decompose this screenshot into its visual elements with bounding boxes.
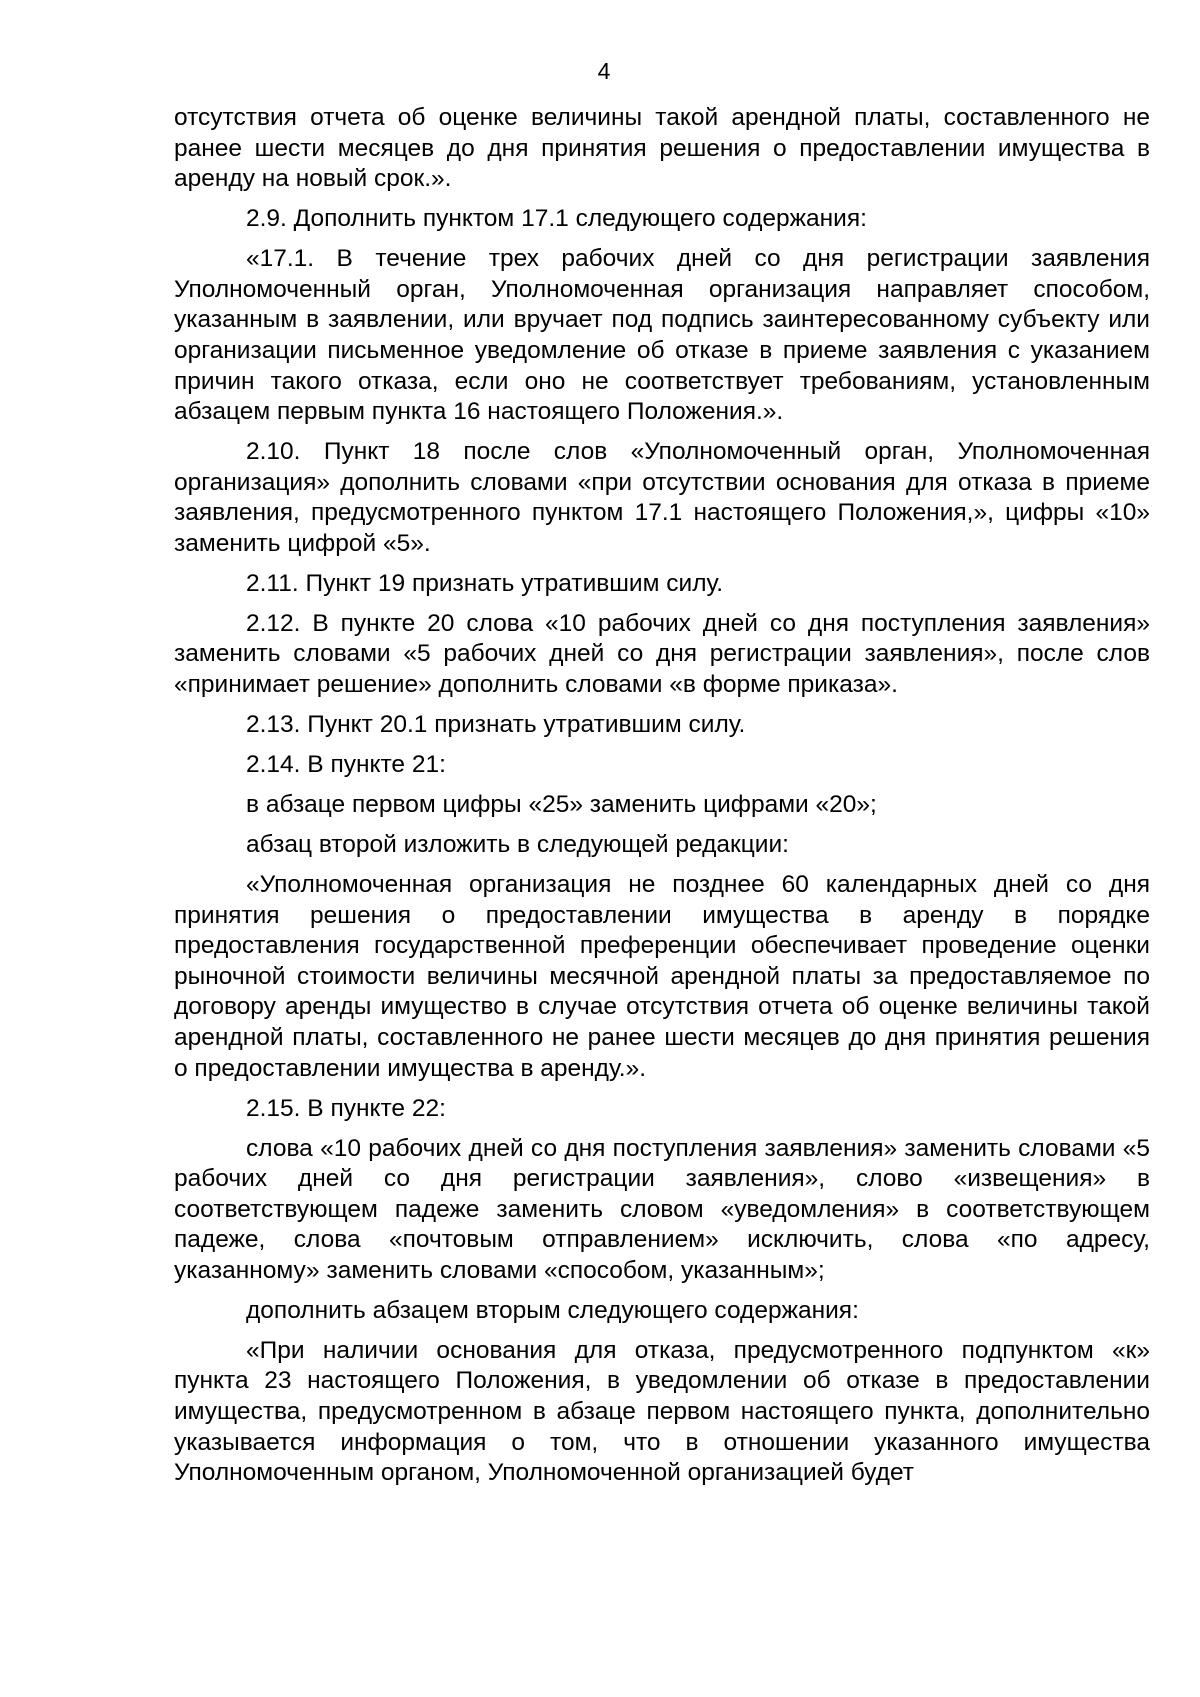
- page-number: 4: [597, 58, 611, 84]
- paragraph-2-15-quote: «При наличии основания для отказа, предусмотренного подпунктом «к» пункта 23 настоящего Положения, в уведомлении об отказе в предоставлении имущества, предусмотренном в абзаце первом настоящего пункта, дополнительно указывается информация о том, что в отношении указанного имущества Уполномоченным органом, Уполномоченной организацией будет: [174, 1336, 1150, 1487]
- document-body: [174, 103, 1150, 1498]
- paragraph-2-9: 2.9. Дополнить пунктом 17.1 следующего содержания:: [246, 205, 867, 233]
- paragraph-2-14: 2.14. В пункте 21:: [246, 751, 446, 779]
- paragraph-2-13: 2.13. Пункт 20.1 признать утратившим силу.: [246, 711, 746, 739]
- paragraph-2-14-first: в абзаце первом цифры «25» заменить цифрами «20»;: [246, 791, 877, 818]
- paragraph-2-15-words: слова «10 рабочих дней со дня поступления заявления» заменить словами «5 рабочих дней со дня регистрации заявления», слово «извещения» в соответствующем падеже заменить словом «уведомления» в соответствующем падеже, слова «почтовым отправлением» исключить, слова «по адресу, указанному» заменить словами «способом, указанным»;: [174, 1134, 1150, 1284]
- paragraph-2-14-second: абзац второй изложить в следующей редакции:: [246, 830, 789, 858]
- paragraph-2-14-quote: «Уполномоченная организация не позднее 60 календарных дней со дня принятия решения о предоставлении имущества в аренду в порядке предоставления государственной преференции обеспечивает проведение оценки рыночной стоимости величины месячной арендной платы за предоставляемое по договору аренды имущество в случае отсутствия отчета об оценке величины такой арендной платы, составленного не ранее шести месяцев до дня принятия решения о предоставлении имущества в аренду.».: [174, 870, 1150, 1082]
- paragraph-17-1-text: «17.1. В течение трех рабочих дней со дня регистрации заявления Уполномоченный орган, Уполномоченная организация направляет способом, указанным в заявлении, или вручает под подпись заинтересованному субъекту или организации письменное уведомление об отказе в приеме заявления с указанием причин такого отказа, если оно не соответствует требованиям, установленным абзацем первым пункта 16 настоящего Положения.».: [174, 245, 1150, 426]
- paragraph-2-10: 2.10. Пункт 18 после слов «Уполномоченный орган, Уполномоченная организация» дополнить словами «при отсутствии основания для отказа в приеме заявления, предусмотренного пунктом 17.1 настоящего Положения,», цифры «10» заменить цифрой «5».: [174, 438, 1150, 557]
- paragraph-2-12: 2.12. В пункте 20 слова «10 рабочих дней со дня поступления заявления» заменить словами «5 рабочих дней со дня регистрации заявления», после слов «принимает решение» дополнить словами «в форме приказа».: [174, 609, 1150, 699]
- paragraph-2-11: 2.11. Пункт 19 признать утратившим силу.: [246, 569, 724, 597]
- paragraph-2-15-add: дополнить абзацем вторым следующего содержания:: [246, 1296, 859, 1324]
- paragraph-2-15: 2.15. В пункте 22:: [246, 1094, 446, 1122]
- paragraph-continuation: отсутствия отчета об оценке величины такой арендной платы, составленного не ранее шести месяцев до дня принятия решения о предоставлении имущества в аренду на новый срок.».: [174, 104, 1150, 193]
